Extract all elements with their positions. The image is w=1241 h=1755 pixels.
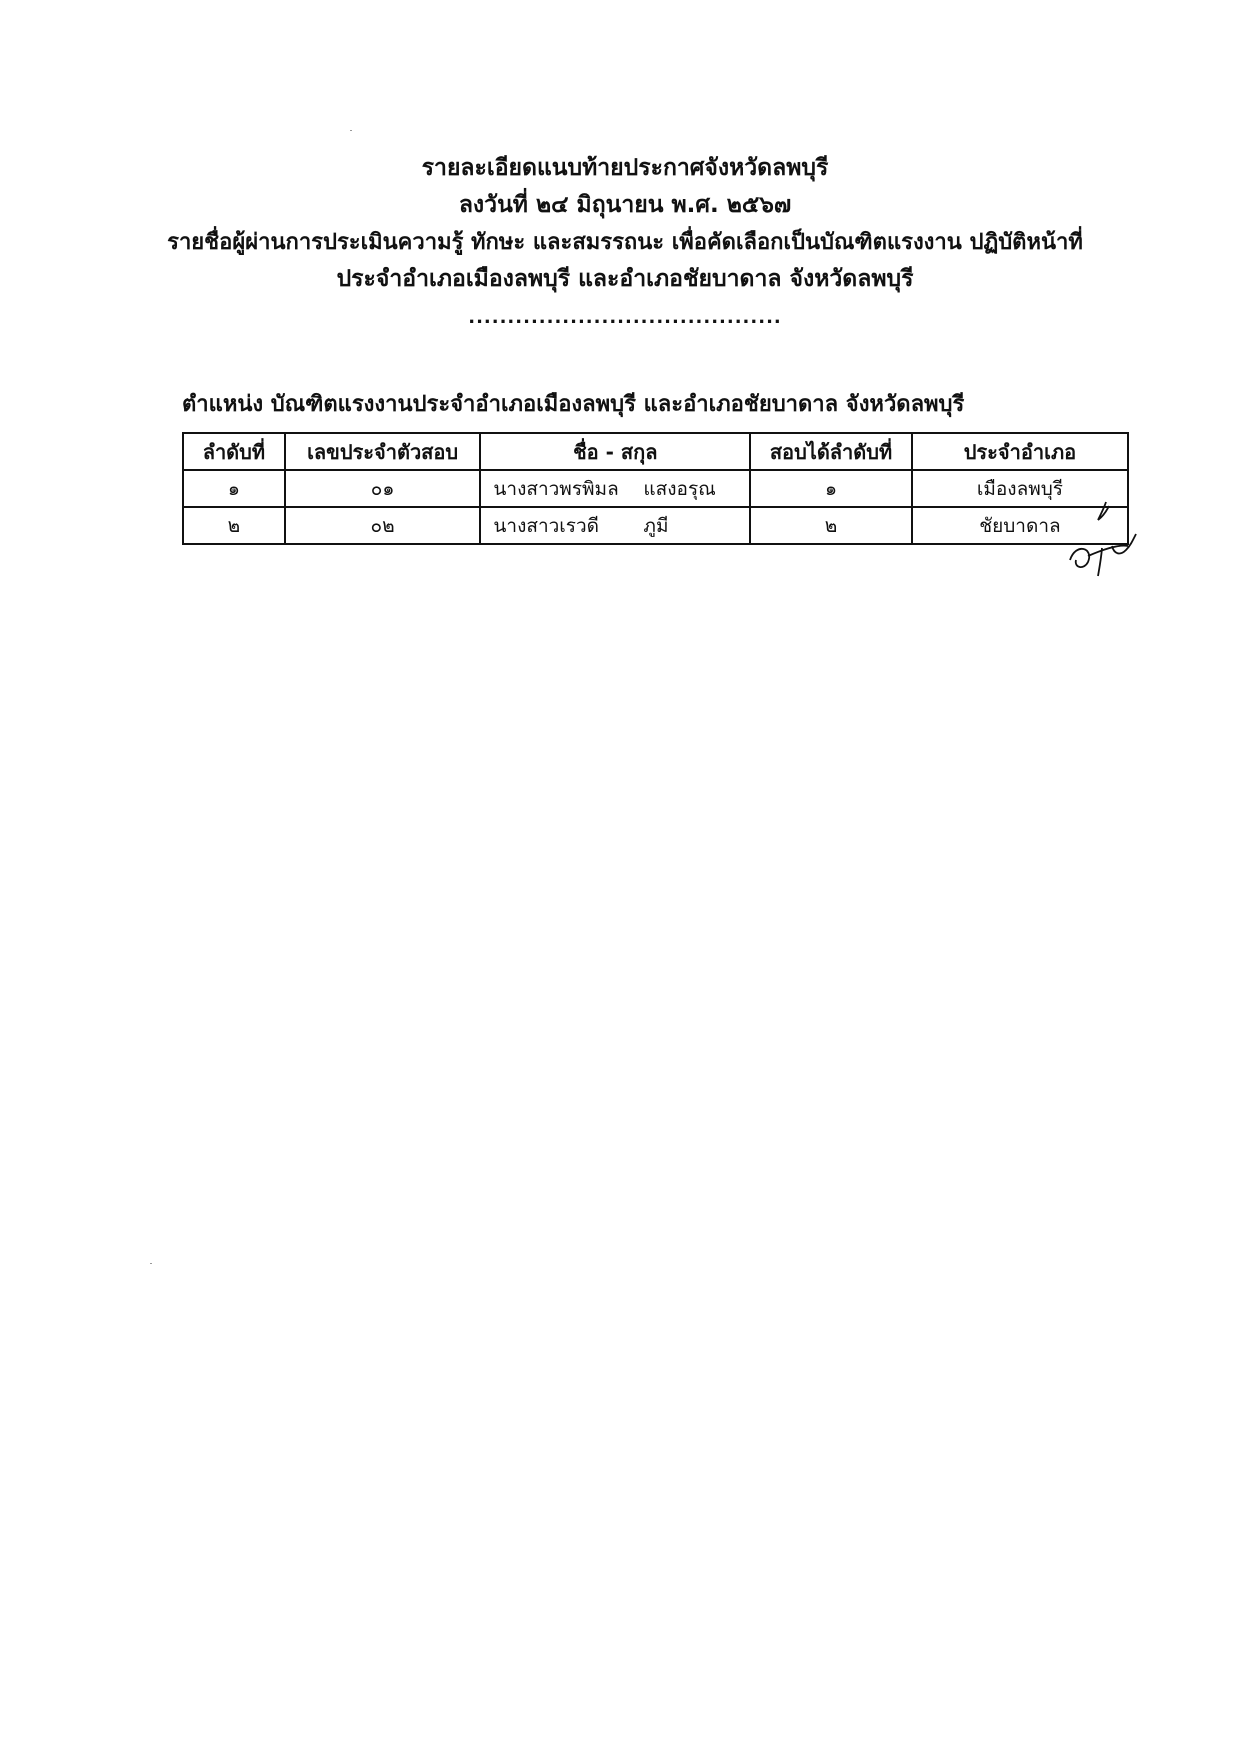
cell-district: ชัยบาดาล (912, 507, 1128, 544)
cell-given-name: นางสาวพรพิมล (493, 477, 619, 500)
header-separator: ........................................ (468, 307, 782, 328)
cell-exam-id: ๐๒ (285, 507, 481, 544)
position-caption: ตำแหน่ง บัณฑิตแรงงานประจำอำเภอเมืองลพบุรี และอำเภอชัยบาดาล จังหวัดลพบุรี (182, 392, 965, 417)
cell-name (480, 507, 750, 544)
col-header-order: ลำดับที่ (183, 433, 285, 470)
table-row (183, 470, 1128, 507)
header-title: รายละเอียดแนบท้ายประกาศจังหวัดลพบุรี (421, 155, 829, 181)
document-header (150, 150, 1100, 328)
col-header-exam-id: เลขประจำตัวสอบ (285, 433, 481, 470)
header-date: ลงวันที่ ๒๔ มิถุนายน พ.ศ. ๒๕๖๗ (458, 192, 792, 218)
initials-signature (1068, 498, 1138, 578)
cell-exam-id: ๐๑ (285, 470, 481, 507)
header-districts: ประจำอำเภอเมืองลพบุรี และอำเภอชัยบาดาล จังหวัดลพบุรี (336, 266, 914, 292)
cell-order: ๑ (183, 470, 285, 507)
scan-speck (350, 130, 352, 131)
col-header-district: ประจำอำเภอ (912, 433, 1128, 470)
cell-rank: ๑ (750, 470, 912, 507)
cell-surname: ภูมี (643, 514, 669, 537)
table-row (183, 507, 1128, 544)
cell-name (480, 470, 750, 507)
table-header-row (183, 433, 1128, 470)
results-table (182, 432, 1129, 545)
header-subject: รายชื่อผู้ผ่านการประเมินความรู้ ทักษะ และสมรรถนะ เพื่อคัดเลือกเป็นบัณฑิตแรงงาน ปฏิบัติหน้าที่ (167, 230, 1083, 255)
col-header-name: ชื่อ - สกุล (480, 433, 750, 470)
scan-speck (150, 1263, 152, 1264)
cell-district: เมืองลพบุรี (912, 470, 1128, 507)
cell-order: ๒ (183, 507, 285, 544)
col-header-rank: สอบได้ลำดับที่ (750, 433, 912, 470)
cell-rank: ๒ (750, 507, 912, 544)
cell-surname: แสงอรุณ (643, 477, 716, 500)
cell-given-name: นางสาวเรวดี (493, 514, 599, 537)
